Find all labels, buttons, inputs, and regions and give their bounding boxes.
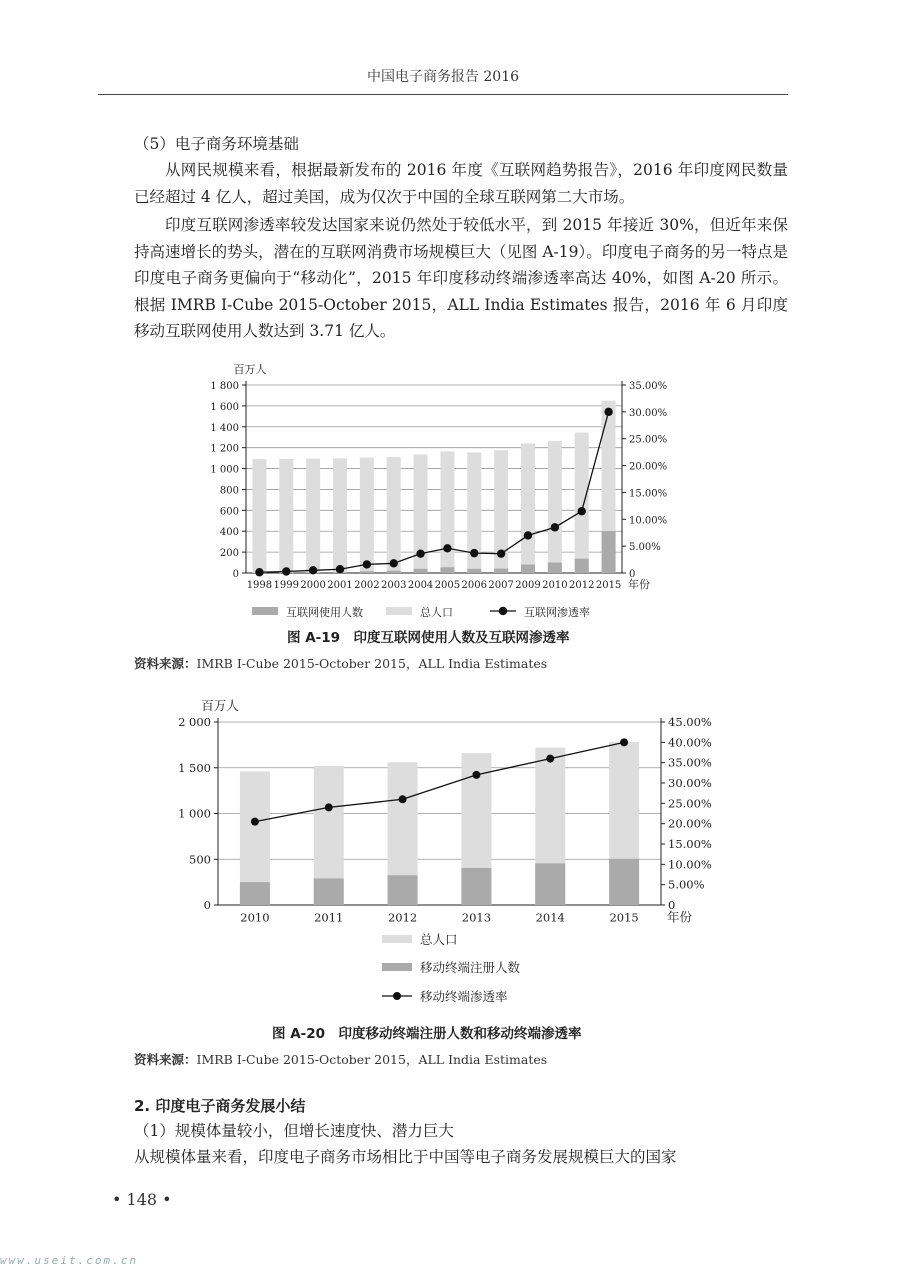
watermark: www.useit.com.cn — [0, 1254, 138, 1267]
bar-移动终端注册人数 — [535, 863, 565, 905]
x-tick-label: 2006 — [461, 580, 488, 591]
source-label: 资料来源： — [134, 656, 197, 671]
y-right-tick-label: 20.00% — [668, 816, 712, 831]
figure-a20-caption: 图 A-20 印度移动终端注册人数和移动终端渗透率 — [272, 1026, 582, 1042]
x-tick-label: 2010 — [542, 580, 568, 591]
point-互联网渗透率 — [390, 559, 398, 567]
x-tick-label: 2004 — [407, 580, 434, 591]
legend-label-移动终端渗透率: 移动终端渗透率 — [420, 989, 508, 1004]
bar-互联网使用人数 — [360, 571, 374, 573]
x-unit-label: 年份 — [667, 909, 693, 925]
x-tick-label: 2015 — [609, 910, 639, 925]
point-互联网渗透率 — [470, 549, 478, 557]
y-left-tick-label: 1 200 — [210, 443, 239, 455]
legend-label-互联网渗透率: 互联网渗透率 — [524, 606, 590, 619]
chart-mobile-users — [160, 695, 720, 1015]
x-tick-label: 2009 — [515, 580, 541, 591]
y-right-tick-label: 25.00% — [629, 434, 668, 446]
point-互联网渗透率 — [416, 549, 424, 557]
x-tick-label: 2005 — [434, 580, 461, 591]
chart-internet-users — [190, 358, 710, 648]
x-tick-label: 2010 — [240, 910, 270, 925]
section-heading: （5）电子商务环境基础 — [134, 135, 299, 153]
x-tick-label: 2013 — [461, 910, 492, 925]
point-互联网渗透率 — [336, 565, 344, 573]
point-互联网渗透率 — [282, 567, 290, 575]
y-right-tick-label: 0 — [668, 898, 676, 912]
point-移动终端渗透率 — [399, 795, 407, 803]
bar-总人口 — [387, 457, 401, 573]
bar-移动终端注册人数 — [240, 882, 270, 905]
bar-移动终端注册人数 — [314, 878, 344, 905]
point-互联网渗透率 — [443, 544, 451, 552]
y-left-tick-label: 1 600 — [210, 401, 239, 413]
y-right-tick-label: 5.00% — [668, 877, 705, 892]
bar-总人口 — [306, 459, 320, 573]
legend-swatch-总人口 — [382, 935, 412, 943]
x-tick-label: 2012 — [568, 580, 595, 591]
bar-总人口 — [575, 433, 589, 573]
y-right-tick-label: 5.00% — [629, 542, 661, 554]
bar-总人口 — [252, 459, 266, 573]
y-right-tick-label: 10.00% — [629, 515, 668, 527]
point-移动终端渗透率 — [325, 803, 333, 811]
y-left-tick-label: 0 — [232, 569, 239, 580]
y-left-tick-label: 200 — [219, 548, 239, 560]
y-right-tick-label: 10.00% — [668, 857, 712, 872]
y-right-tick-label: 30.00% — [668, 776, 712, 790]
paragraph-2: 印度互联网渗透率较发达国家来说仍然处于较低水平，到 2015 年接近 30%，但近年来保持高速增长的势头，潜在的互联网消费市场规模巨大（见图 A-19）。印度电子商务的另一特点是印度电子商务更偏向于“移动化”，2015 年印度移动终端渗透率高达 40%，如图 A-20 所示。根据 IMRB I-Cube 2015-October 2015，ALL India Estimates 报告，2016 年 6 月印度移动互联网使用人数达到 3.71 亿人。 — [134, 216, 788, 340]
point-互联网渗透率 — [363, 560, 371, 568]
source-text: IMRB I-Cube 2015-October 2015，ALL India Estimates — [196, 1052, 548, 1067]
y-left-tick-label: 500 — [189, 852, 211, 867]
y-left-tick-label: 800 — [219, 485, 239, 497]
y-left-tick-label: 600 — [219, 506, 239, 518]
y-left-tick-label: 2 000 — [178, 715, 211, 729]
bar-移动终端注册人数 — [461, 868, 491, 905]
header-rule — [98, 94, 788, 95]
point-移动终端渗透率 — [472, 771, 480, 779]
x-tick-label: 2002 — [354, 580, 380, 591]
bar-互联网使用人数 — [387, 571, 401, 573]
bar-总人口 — [440, 451, 454, 573]
bar-移动终端注册人数 — [609, 859, 639, 905]
y-left-tick-label: 1 400 — [210, 422, 239, 434]
source-text: IMRB I-Cube 2015-October 2015，ALL India Estimates — [196, 656, 548, 671]
x-tick-label: 2001 — [327, 580, 353, 591]
x-tick-label: 2015 — [595, 580, 622, 591]
bar-互联网使用人数 — [602, 531, 616, 573]
point-互联网渗透率 — [255, 568, 263, 576]
x-tick-label: 1999 — [273, 580, 300, 591]
point-移动终端渗透率 — [251, 818, 259, 826]
point-互联网渗透率 — [551, 523, 559, 531]
bar-总人口 — [360, 458, 374, 573]
y-left-tick-label: 1 500 — [178, 760, 211, 775]
y-right-tick-label: 45.00% — [668, 715, 712, 729]
running-header: 中国电子商务报告 2016 — [366, 69, 520, 85]
figure-a19-caption: 图 A-19 印度互联网使用人数及互联网渗透率 — [287, 630, 570, 646]
y-right-tick-label: 0 — [629, 569, 636, 580]
legend-label-总人口: 总人口 — [420, 606, 453, 619]
y-right-tick-label: 20.00% — [629, 461, 668, 473]
subsection-item: （1）规模体量较小，但增长速度快、潜力巨大 — [134, 1122, 454, 1140]
point-互联网渗透率 — [309, 566, 317, 574]
y-left-tick-label: 1 000 — [210, 464, 239, 476]
bar-移动终端注册人数 — [388, 875, 418, 905]
bar-总人口 — [521, 443, 535, 573]
y-right-tick-label: 35.00% — [668, 755, 712, 770]
legend-label-总人口: 总人口 — [420, 932, 458, 947]
x-tick-label: 2011 — [314, 910, 344, 925]
y-right-tick-label: 25.00% — [668, 796, 712, 811]
source-label: 资料来源： — [134, 1052, 197, 1067]
point-移动终端渗透率 — [546, 755, 554, 763]
subsection-heading: 2. 印度电子商务发展小结 — [134, 1097, 306, 1115]
legend-label-移动终端注册人数: 移动终端注册人数 — [420, 960, 521, 975]
y-right-tick-label: 40.00% — [668, 735, 712, 750]
x-tick-label: 2012 — [387, 910, 418, 925]
point-互联网渗透率 — [604, 408, 612, 416]
point-移动终端渗透率 — [620, 738, 628, 746]
subsection-text: 从规模体量来看，印度电子商务市场相比于中国等电子商务发展规模巨大的国家 — [134, 1148, 677, 1166]
y-right-tick-label: 30.00% — [629, 407, 668, 419]
y-left-tick-label: 400 — [219, 527, 239, 539]
y-right-tick-label: 15.00% — [629, 488, 668, 500]
bar-互联网使用人数 — [548, 563, 562, 573]
figure-a19-source — [134, 654, 547, 672]
x-tick-label: 2000 — [300, 580, 326, 591]
y-right-tick-label: 15.00% — [668, 837, 712, 851]
legend-swatch-移动终端注册人数 — [382, 963, 412, 971]
paragraph-1: 从网民规模来看，根据最新发布的 2016 年度《互联网趋势报告》，2016 年印度网民数量已经超过 4 亿人，超过美国，成为仅次于中国的全球互联网第二大市场。 — [134, 161, 788, 206]
bar-互联网使用人数 — [575, 559, 589, 573]
x-unit-label: 年份 — [628, 578, 650, 591]
y-right-tick-label: 35.00% — [629, 381, 668, 392]
x-tick-label: 1998 — [246, 580, 273, 591]
point-互联网渗透率 — [578, 507, 586, 515]
bar-互联网使用人数 — [440, 567, 454, 573]
line-移动终端渗透率 — [255, 742, 624, 821]
x-tick-label: 2007 — [488, 580, 514, 591]
bar-互联网使用人数 — [467, 569, 481, 573]
page-number: • 148 • — [112, 1190, 172, 1209]
legend-swatch-互联网使用人数 — [252, 607, 278, 615]
legend-marker-互联网渗透率 — [499, 607, 507, 615]
figure-a20-source — [134, 1050, 547, 1068]
point-互联网渗透率 — [497, 549, 505, 557]
y-left-tick-label: 1 000 — [178, 806, 211, 821]
x-tick-label: 2014 — [535, 910, 565, 925]
x-tick-label: 2003 — [380, 580, 407, 591]
bar-总人口 — [548, 441, 562, 573]
y-left-tick-label: 1 800 — [210, 381, 239, 392]
y-unit-label: 百万人 — [201, 698, 239, 713]
legend-marker-移动终端渗透率 — [393, 992, 401, 1000]
legend-label-互联网使用人数: 互联网使用人数 — [286, 606, 363, 619]
y-left-tick-label: 0 — [203, 898, 211, 912]
y-unit-label: 百万人 — [233, 363, 267, 376]
bar-总人口 — [333, 458, 347, 573]
bar-互联网使用人数 — [414, 569, 428, 573]
bar-总人口 — [279, 459, 293, 573]
legend-swatch-总人口 — [386, 607, 412, 615]
bar-互联网使用人数 — [521, 565, 535, 573]
bar-互联网使用人数 — [494, 569, 508, 573]
point-互联网渗透率 — [524, 531, 532, 539]
